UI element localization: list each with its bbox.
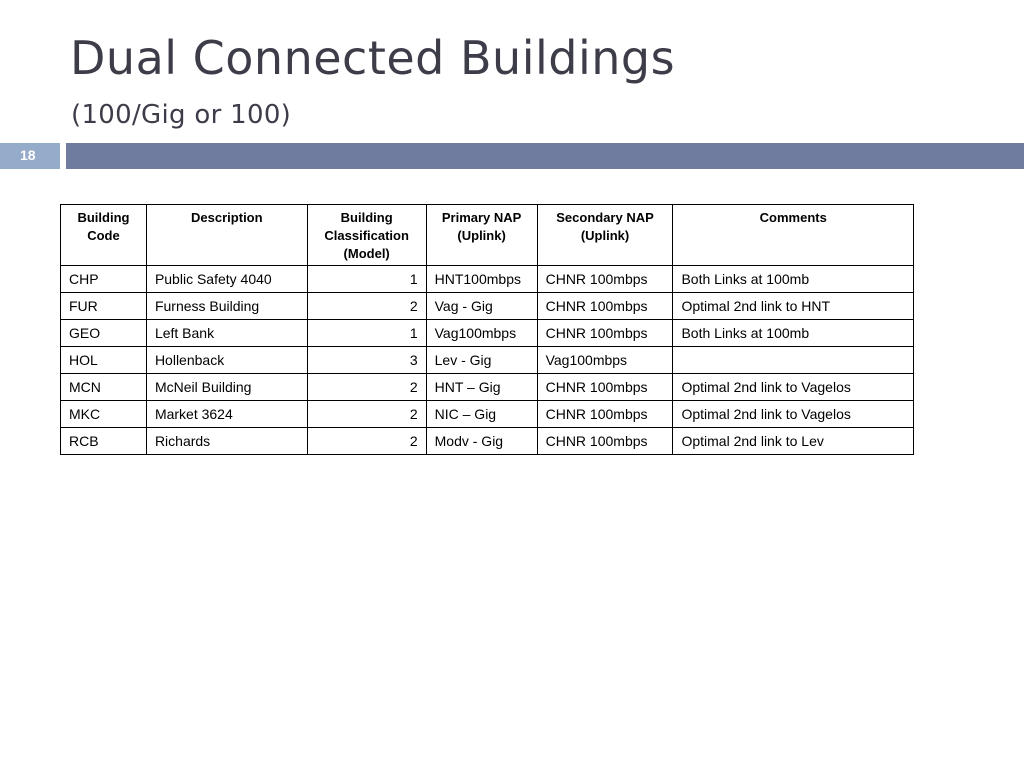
buildings-table <box>60 204 914 455</box>
cell-classification: 2 <box>307 428 426 455</box>
cell-secondary-nap: CHNR 100mbps <box>537 266 673 293</box>
cell-secondary-nap: CHNR 100mbps <box>537 374 673 401</box>
header-line: Primary NAP <box>441 210 522 225</box>
header-secondary-nap <box>537 205 673 266</box>
cell-building-code: MKC <box>61 401 147 428</box>
cell-building-code: GEO <box>61 320 147 347</box>
cell-description: Public Safety 4040 <box>146 266 307 293</box>
table-body <box>61 266 914 455</box>
table-row <box>61 293 914 320</box>
cell-primary-nap: Vag100mbps <box>426 320 537 347</box>
cell-description: Furness Building <box>146 293 307 320</box>
header-line: (Uplink) <box>580 228 630 243</box>
header-line: Building <box>77 210 130 225</box>
header-primary-nap <box>426 205 537 266</box>
table-row <box>61 374 914 401</box>
cell-description: Market 3624 <box>146 401 307 428</box>
header-line: (Model) <box>343 246 390 261</box>
cell-building-code: FUR <box>61 293 147 320</box>
cell-primary-nap: Vag - Gig <box>426 293 537 320</box>
cell-primary-nap: NIC – Gig <box>426 401 537 428</box>
header-building-code <box>61 205 147 266</box>
header-line: Description <box>191 210 263 225</box>
cell-classification: 2 <box>307 374 426 401</box>
cell-comments: Optimal 2nd link to Lev <box>673 428 914 455</box>
cell-comments: Both Links at 100mb <box>673 320 914 347</box>
cell-building-code: MCN <box>61 374 147 401</box>
cell-building-code: CHP <box>61 266 147 293</box>
header-line: Building <box>340 210 393 225</box>
cell-secondary-nap: CHNR 100mbps <box>537 401 673 428</box>
cell-description: Hollenback <box>146 347 307 374</box>
cell-description: Richards <box>146 428 307 455</box>
cell-comments: Both Links at 100mb <box>673 266 914 293</box>
header-building-classification <box>307 205 426 266</box>
header-line: Secondary NAP <box>556 210 654 225</box>
header-line: Classification <box>324 228 409 243</box>
cell-classification: 1 <box>307 266 426 293</box>
cell-description: McNeil Building <box>146 374 307 401</box>
header-line: Code <box>87 228 120 243</box>
header-row <box>61 205 914 266</box>
slide-title: Dual Connected Buildings <box>70 31 676 85</box>
slide-subtitle: (100/Gig or 100) <box>71 100 292 130</box>
cell-primary-nap: Modv - Gig <box>426 428 537 455</box>
slide-number-box <box>0 143 60 169</box>
header-accent-bar <box>66 143 1024 169</box>
cell-comments: Optimal 2nd link to Vagelos <box>673 374 914 401</box>
cell-comments: Optimal 2nd link to HNT <box>673 293 914 320</box>
table-header <box>61 205 914 266</box>
cell-building-code: HOL <box>61 347 147 374</box>
cell-secondary-nap: CHNR 100mbps <box>537 293 673 320</box>
cell-secondary-nap: CHNR 100mbps <box>537 320 673 347</box>
header-comments <box>673 205 914 266</box>
cell-classification: 2 <box>307 293 426 320</box>
cell-classification: 1 <box>307 320 426 347</box>
table-row <box>61 428 914 455</box>
header-description <box>146 205 307 266</box>
cell-secondary-nap: Vag100mbps <box>537 347 673 374</box>
cell-classification: 3 <box>307 347 426 374</box>
slide-number: 18 <box>20 147 36 163</box>
table-row <box>61 266 914 293</box>
cell-building-code: RCB <box>61 428 147 455</box>
table-row <box>61 401 914 428</box>
header-line: Comments <box>759 210 827 225</box>
header-line: (Uplink) <box>457 228 506 243</box>
cell-primary-nap: HNT – Gig <box>426 374 537 401</box>
table-row <box>61 320 914 347</box>
cell-description: Left Bank <box>146 320 307 347</box>
cell-primary-nap: Lev - Gig <box>426 347 537 374</box>
cell-classification: 2 <box>307 401 426 428</box>
cell-primary-nap: HNT100mbps <box>426 266 537 293</box>
cell-secondary-nap: CHNR 100mbps <box>537 428 673 455</box>
cell-comments: Optimal 2nd link to Vagelos <box>673 401 914 428</box>
cell-comments <box>673 347 914 374</box>
table-row <box>61 347 914 374</box>
